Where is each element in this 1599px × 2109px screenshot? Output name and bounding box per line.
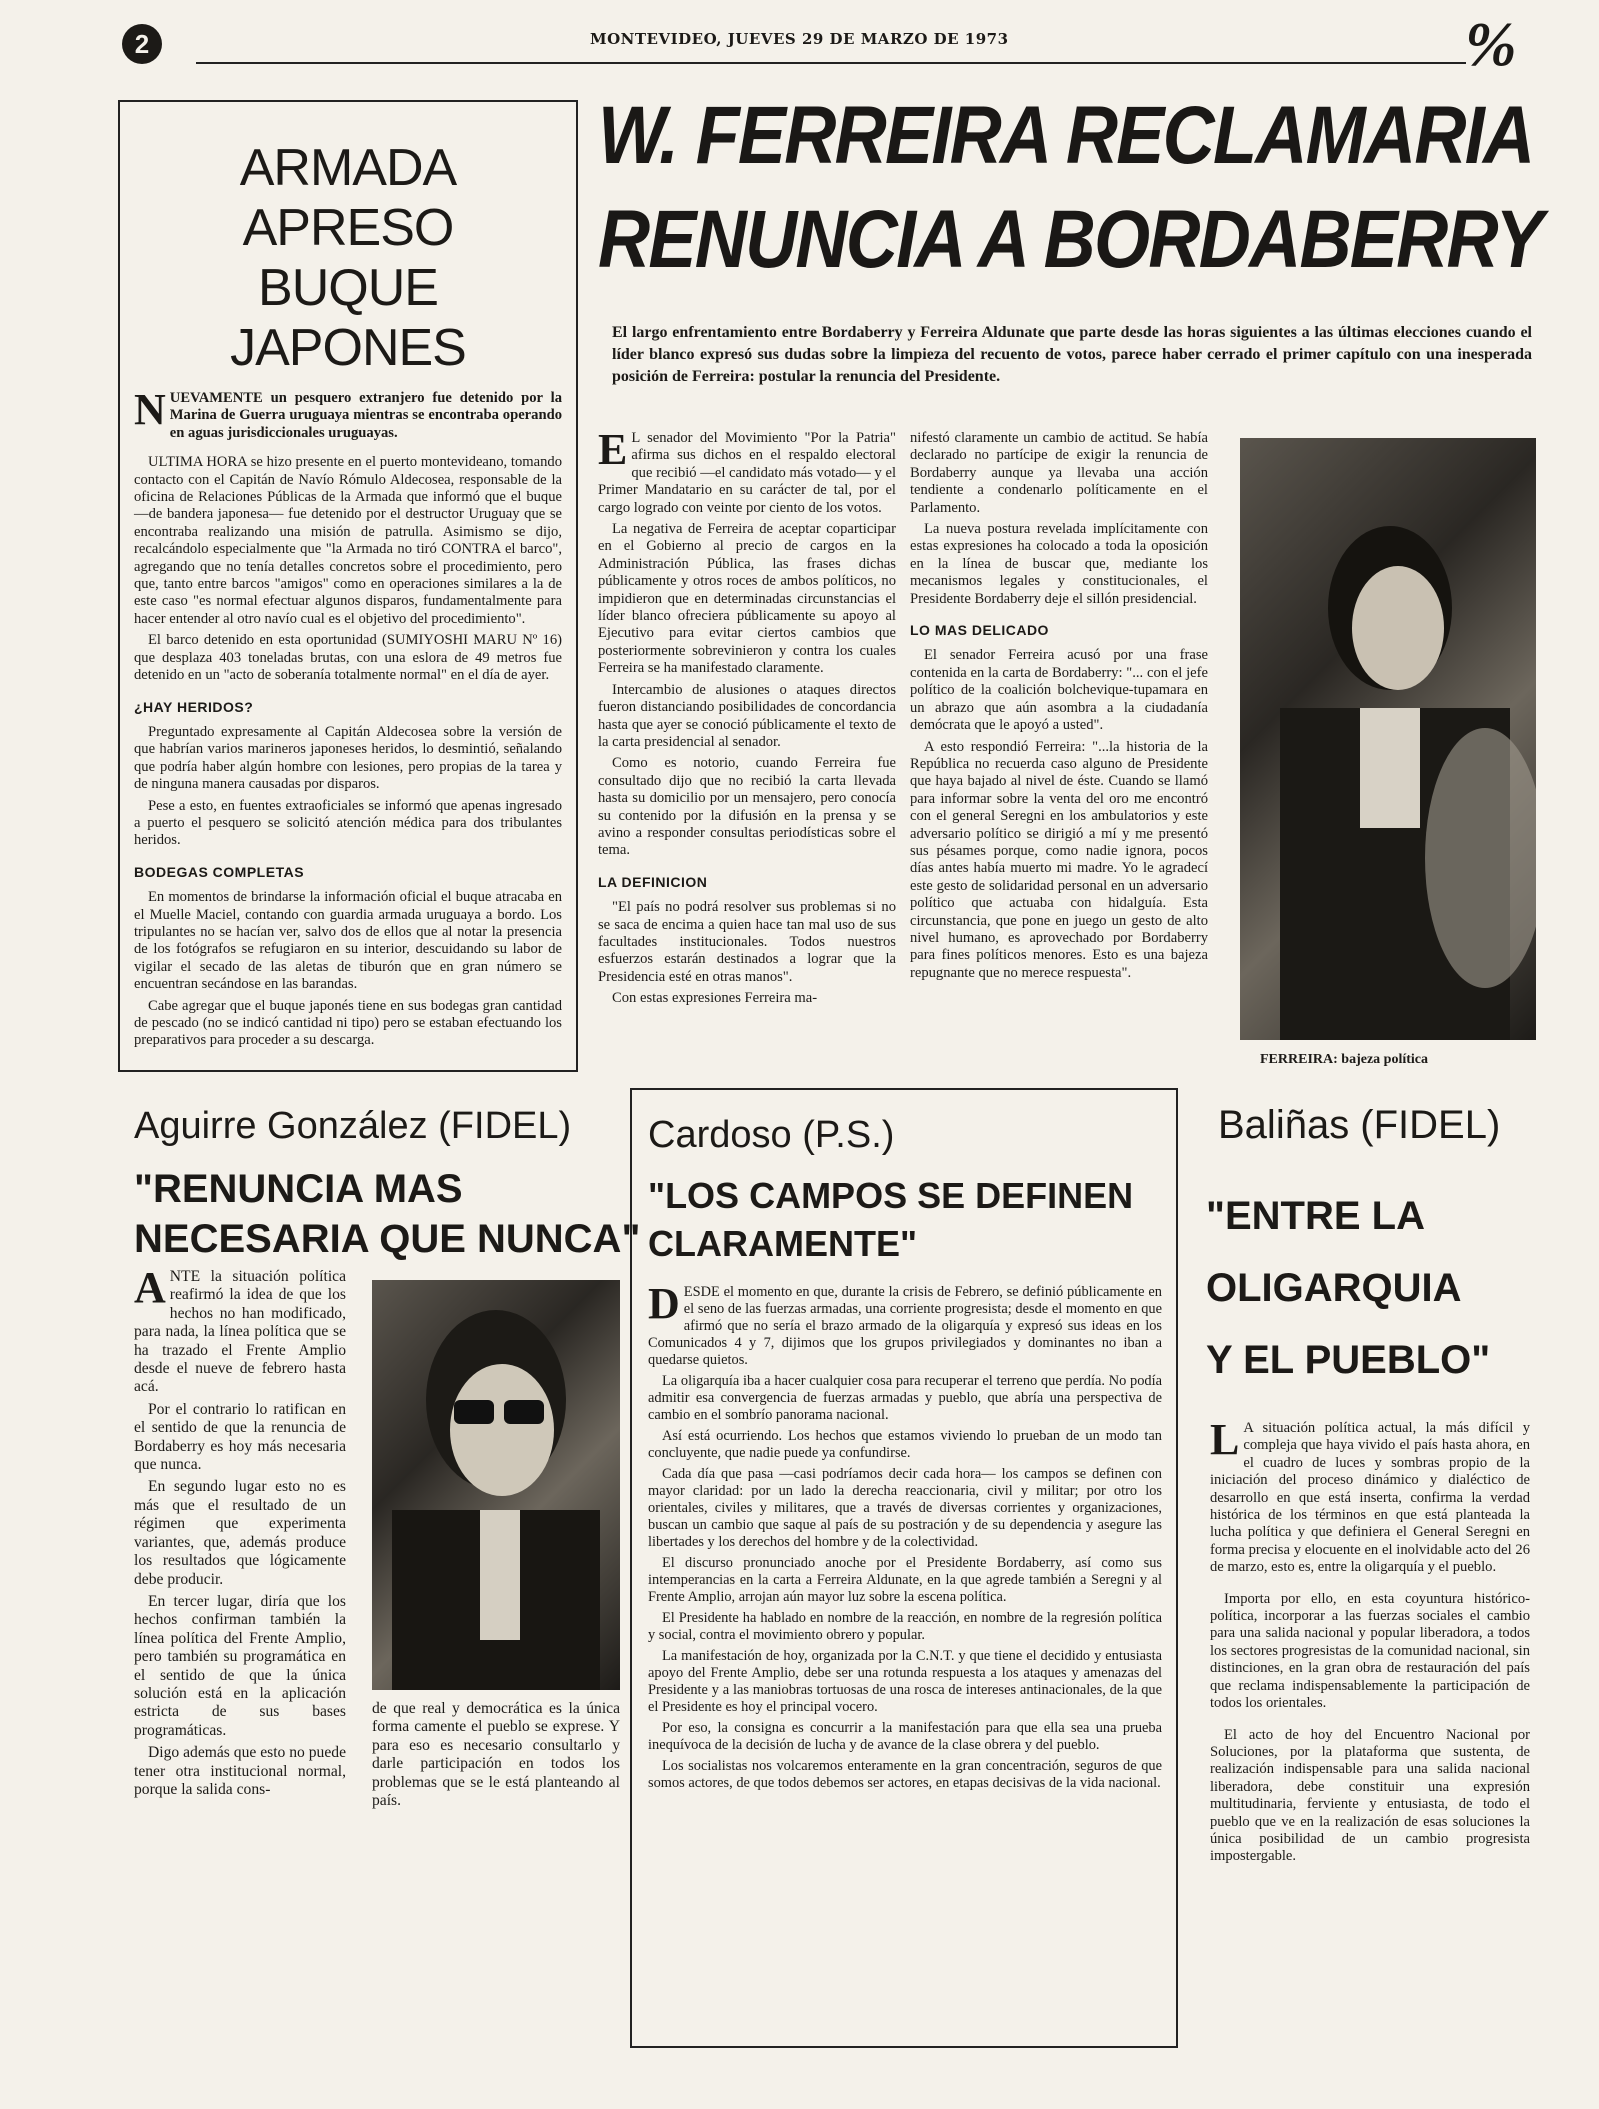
- armada-article: [118, 100, 578, 1072]
- ferreira-photo: [1240, 438, 1536, 1040]
- aguirre-dropcap: A: [134, 1263, 166, 1312]
- ferreira-headline-line2: RENUNCIA A BORDABERRY: [598, 194, 1542, 285]
- armada-sub1: ¿HAY HERIDOS?: [134, 698, 254, 715]
- ferreira-col2-p4: A esto respondió Ferreira: "...la historia de la República no recuerda caso alguno de Presidente que haya bajado al nivel de éste. Cuando se llamó para informar sobre la venta del oro me encontró con el general Seregni en los ambulatorios y este adversario político se dirigió a mí y me presentó sus pésames porque, como nadie ignora, pocos días antes había muerto mi madre. Yo le agradecí este gesto de solidaridad personal en un adversario político que actuaba con hidalguía. Esta circunstancia, que pone en juego un gesto de alto nivel humano, es aprovechado por Bordaberry para fines políticos menores. Esto es una bajeza repugnante que no merece respuesta".: [910, 738, 1208, 981]
- cardoso-p4: Cada día que pasa —casi podríamos decir cada hora— los campos se definen con mayor claridad: por un lado la derecha reaccionaria, civil y militar; por otro los orientales, civiles y militares, que a través de diversas corrientes y organizaciones, buscan un cambio que saque al país de su postración y de su dependencia y asegure las libertades y los derechos del hombre y de la colectividad.: [648, 1466, 1162, 1550]
- cardoso-dropcap: D: [648, 1279, 680, 1328]
- ferreira-col1-sub: LA DEFINICION: [598, 873, 708, 890]
- portrait-silhouette-icon: [1240, 438, 1536, 1040]
- armada-headline-line1: ARMADA APRESO: [239, 139, 457, 257]
- balinas-headline-line1: "ENTRE LA: [1206, 1194, 1425, 1238]
- balinas-body: [1210, 1415, 1530, 1870]
- cardoso-p5: El discurso pronunciado anoche por el Presidente Bordaberry, así como sus intemperancias en la carta a Ferreira Aldunate, en la que agrede también a Seregni y al Frente Amplio, arrojan aún mayor luz sobre la escena política.: [648, 1555, 1162, 1605]
- armada-body: [134, 385, 562, 1050]
- cardoso-name: Cardoso (P.S.): [648, 1114, 895, 1156]
- cardoso-p1: ESDE el momento en que, durante la crisis de Febrero, se definió públicamente en el seno de las fuerzas armadas, una corriente progresista; desde el momento en que afirmó que no sería el brazo armado de la oligarquía y expresó sus ideas en los Comunicados 4 y 7, dijimos que los grupos privilegiados y dominantes no iban a quedarse quietos.: [648, 1284, 1162, 1368]
- ferreira-col2-p3: El senador Ferreira acusó por una frase contenida en la carta de Bordaberry: "... con el jefe político de la coalición bolchevique-tupamara en un abrazo que aún asombra a la ciudadanía demócrata que le apoyó a usted".: [910, 647, 1208, 734]
- ferreira-col2-sub: LO MAS DELICADO: [910, 622, 1049, 639]
- ferreira-col1-p4: Como es notorio, cuando Ferreira fue consultado dijo que no recibió la carta llevada hasta su domicilio por un mensajero, pero conocía su contenido por la difusión en la prensa y se avino a responder consultas periodísticas sobre el tema.: [598, 755, 896, 859]
- ferreira-col2-p2: La nueva postura revelada implícitamente con estas expresiones ha colocado a toda la oposición en la línea de buscar que, mediante los mecanismos legales y constitucionales, el Presidente Bordaberry deje el sillón presidencial.: [910, 521, 1208, 607]
- aguirre-p4: En tercer lugar, diría que los hechos confirman también la línea política del Frente Amplio, pero también su programática en el sentido de que la única solución está en la aplicación estricta de sus bases programáticas.: [134, 1592, 346, 1739]
- ferreira-col1: [598, 425, 896, 1012]
- aguirre-name: Aguirre González (FIDEL): [134, 1105, 572, 1147]
- armada-p1: ULTIMA HORA se hizo presente en el puerto montevideano, tomando contacto con el Capitán de Navío Rómulo Aldecosea, responsable de la oficina de Relaciones Públicas de la Armada que informó que el buque —de bandera japonesa— fue detenido por el destructor Uruguay que se encontraba realizando una misión de patrulla. Asimismo se dijo, recalcándolo especialmente que "la Armada no tiró CONTRA el barco", agregando que no tenía detalles concretos sobre el procedimiento, pero que, tanto entre barcos "amigos" como en operaciones similares a la de este caso "es normal efectuar algunos disparos, fundamentalmente para hacer entender al otro navío cual es el objetivo del procedimiento".: [134, 454, 562, 627]
- balinas-name: Baliñas (FIDEL): [1218, 1103, 1501, 1147]
- cardoso-body: [648, 1279, 1162, 1792]
- ferreira-photo-caption: FERREIRA: bajeza política: [1260, 1052, 1428, 1067]
- armada-p6: Cabe agregar que el buque japonés tiene en sus bodegas gran cantidad de pescado (no se indicó cantidad ni tipo) pero se estaban efectuando los preparativos para proceder a su descarga.: [134, 997, 562, 1049]
- ferreira-deck: El largo enfrentamiento entre Bordaberry y Ferreira Aldunate que parte desde las horas siguientes a las últimas elecciones cuando el líder blanco expresó sus dudas sobre la limpieza del recuento de votos, parece haber cerrado el primer capítulo con una inesperada posición de Ferreira: postular la renuncia del Presidente.: [612, 324, 1532, 385]
- cardoso-headline-line1: "LOS CAMPOS SE DEFINEN: [648, 1175, 1134, 1216]
- cardoso-p2: La oligarquía iba a hacer cualquier cosa para recuperar el terreno que perdía. No podía admitir esa convergencia de fuerzas armadas y pueblo, que abría una perspectiva de cambio en el sombrío panorama nacional.: [648, 1373, 1162, 1423]
- armada-p3: Preguntado expresamente al Capitán Aldecosea sobre la versión de que habrían varios marineros japoneses heridos, lo desmintió, señalando que podría haber algún hombre con lesiones, pero propias de la tarea y de ninguna manera causadas por disparos.: [134, 723, 562, 793]
- balinas-p2: Importa por ello, en esta coyuntura histórico-política, incorporar a las fuerzas sociales el cambio para una salida nacional y popular liberadora, a todos los sectores progresistas de la comunidad nacional, sin distinciones, en la gran obra de restauración del país que reclama indispensablemente la participación de todos los orientales.: [1210, 1590, 1530, 1712]
- header-rule: [196, 62, 1466, 64]
- ferreira-col2-p1: nifestó claramente un cambio de actitud. Se había declarado no partícipe de exigir la renuncia de Bordaberry aunque ya llevaba una acción tendiente a condenarlo políticamente en el Parlamento.: [910, 430, 1208, 516]
- ferreira-col1-p2: La negativa de Ferreira de aceptar coparticipar en el Gobierno al precio de cargos en la Administración Pública, las frases dichas públicamente y otros roces de ambos políticos, no impidieron que en determinadas circunstancias el líder blanco ofreciera públicamente su apoyo al Ejecutivo para evitar ciertos cambios que posteriormente sobrevinieron y contra los cuales Ferreira se ha manifestado claramente.: [598, 521, 896, 677]
- dateline: MONTEVIDEO, JUEVES 29 DE MARZO DE 1973: [590, 30, 1009, 48]
- ferreira-col1-p1: L senador del Movimiento "Por la Patria" afirma sus dichos en el respaldo electoral que recibió —el candidato más votado— y el Primer Mandatario en su carácter de tal, por el cargo logrado con veinte por ciento de los votos.: [598, 430, 896, 516]
- armada-p4: Pese a esto, en fuentes extraoficiales se informó que apenas ingresado a puerto el pesquero se solicitó atención médica para dos tribulantes heridos.: [134, 797, 562, 849]
- armada-lead: UEVAMENTE un pesquero extranjero fue detenido por la Marina de Guerra uruguaya mientras se encontraba operando en aguas jurisdiccionales uruguayas.: [169, 390, 562, 441]
- balinas-dropcap: L: [1210, 1415, 1240, 1464]
- ferreira-col1-p3: Intercambio de alusiones o ataques directos fueron distanciando posibilidades de concordancia hasta que ayer se conoció públicamente el texto de la carta presidencial al senador.: [598, 681, 896, 750]
- armada-dropcap: N: [134, 385, 166, 434]
- ferreira-col2: [910, 430, 1208, 986]
- armada-p5: En momentos de brindarse la información oficial el buque atracaba en el Muelle Maciel, contando con guardia armada uruguaya a bordo. Los tripulantes no se hacían ver, salvo dos de ellos que al notar la presencia de los fotógrafos se refugiaron en su interior, descuidando su labor de vigilar el secado de las aletas de tiburón que en gran número se encuentran secándose en las barandas.: [134, 889, 562, 993]
- aguirre-col2: [372, 1700, 620, 1814]
- aguirre-headline-line2: NECESARIA QUE NUNCA": [134, 1217, 641, 1261]
- balinas-p3: El acto de hoy del Encuentro Nacional por Soluciones, por la plataforma que sustenta, de realización indispensable para una salida nacional liberadora, debe constituir una expresión multitudinaria, ferviente y entusiasta, de todo el pueblo que ve en la realización de esas soluciones la única posibilidad de un cambio progresista impostergable.: [1210, 1726, 1530, 1865]
- cardoso-article: [630, 1088, 1178, 2048]
- armada-sub2: BODEGAS COMPLETAS: [134, 863, 305, 880]
- portrait-glasses-icon: [372, 1280, 620, 1690]
- aguirre-headline-line1: "RENUNCIA MAS: [134, 1167, 463, 1211]
- aguirre-p2: Por el contrario lo ratifican en el sentido de que la renuncia de Bordaberry es hoy más necesaria que nunca.: [134, 1400, 346, 1474]
- page-number: 2: [134, 29, 150, 59]
- cardoso-p3: Así está ocurriendo. Los hechos que estamos viviendo lo prueban de un modo tan concluyente, que nadie puede ya confundirse.: [648, 1428, 1162, 1461]
- aguirre-p1: NTE la situación política reafirmó la idea de que los hechos no han modificado, para nada, la línea política que se ha trazado el Frente Amplio desde el nueve de febrero hasta acá.: [134, 1268, 346, 1396]
- page-number-badge: [122, 24, 162, 64]
- newspaper-logo: %: [1465, 11, 1517, 79]
- ferreira-headline-line1: W. FERREIRA RECLAMARIA: [598, 90, 1534, 181]
- cardoso-headline-line2: CLARAMENTE": [648, 1223, 918, 1264]
- ferreira-dropcap: E: [598, 425, 628, 474]
- cardoso-p7: La manifestación de hoy, organizada por la C.N.T. y que tiene el decidido y entusiasta apoyo del Frente Amplio, debe ser una rotunda respuesta a los ataques y amenazas del Presidente y a las maniobras tortuosas de una rosca de intereses antinacionales, de la que el Presidente es hoy el principal vocero.: [648, 1648, 1162, 1715]
- cardoso-p9: Los socialistas nos volcaremos enteramente en la gran concentración, seguros de que somos actores, de que todos debemos ser actores, en etapas decisivas de la vida nacional.: [648, 1758, 1162, 1791]
- ferreira-col1-p5: "El país no podrá resolver sus problemas si no se saca de encima a quien hace tan mal uso de sus facultades institucionales. Todos nuestros esfuerzos estarán destinados a lograr que la Presidencia esté en otras manos".: [598, 899, 896, 985]
- ferreira-col1-p6: Con estas expresiones Ferreira ma-: [612, 990, 818, 1007]
- armada-headline-line2: BUQUE JAPONES: [230, 259, 466, 377]
- balinas-headline-line3: Y EL PUEBLO": [1206, 1338, 1491, 1382]
- aguirre-p6: de que real y democrática es la única forma camente el pueblo se exprese. Y para eso es necesario consultarlo y darle participación en todos los problemas que se le está planteando al país.: [372, 1700, 620, 1810]
- aguirre-p5: Digo además que esto no puede tener otra institucional normal, porque la salida cons-: [134, 1744, 346, 1798]
- aguirre-p3: En segundo lugar esto no es más que el resultado de un régimen que experimenta variantes, que, además produce los resultados que lógicamente debe producir.: [134, 1478, 346, 1588]
- armada-p2: El barco detenido en esta oportunidad (SUMIYOSHI MARU Nº 16) que desplaza 403 toneladas brutas, con una eslora de 49 metros fue detenido en un "acto de soberanía totalmente normal" en el día de ayer.: [134, 632, 562, 684]
- cardoso-p6: El Presidente ha hablado en nombre de la reacción, en nombre de la regresión política y social, contra el movimiento obrero y popular.: [648, 1610, 1162, 1643]
- aguirre-col1: [134, 1263, 346, 1803]
- balinas-headline-line2: OLIGARQUIA: [1206, 1266, 1462, 1310]
- cardoso-p8: Por eso, la consigna es concurrir a la manifestación para que ella sea una prueba inequívoca de la decisión de lucha y de avance de la clase obrera y del pueblo.: [648, 1720, 1162, 1753]
- aguirre-photo: [372, 1280, 620, 1690]
- balinas-p1: A situación política actual, la más difícil y compleja que haya vivido el país hasta ahora, en el cuadro de luces y sombras propio de la iniciación del proceso dinámico y dialéctico de desarrollo en que está inserta, confirma la verdad histórica de los términos en que está planteada la lucha política y que definiera el General Seregni en forma precisa y elocuente en el inolvidable acto del 26 de marzo, esto es, entre la oligarquía y el pueblo.: [1210, 1420, 1530, 1576]
